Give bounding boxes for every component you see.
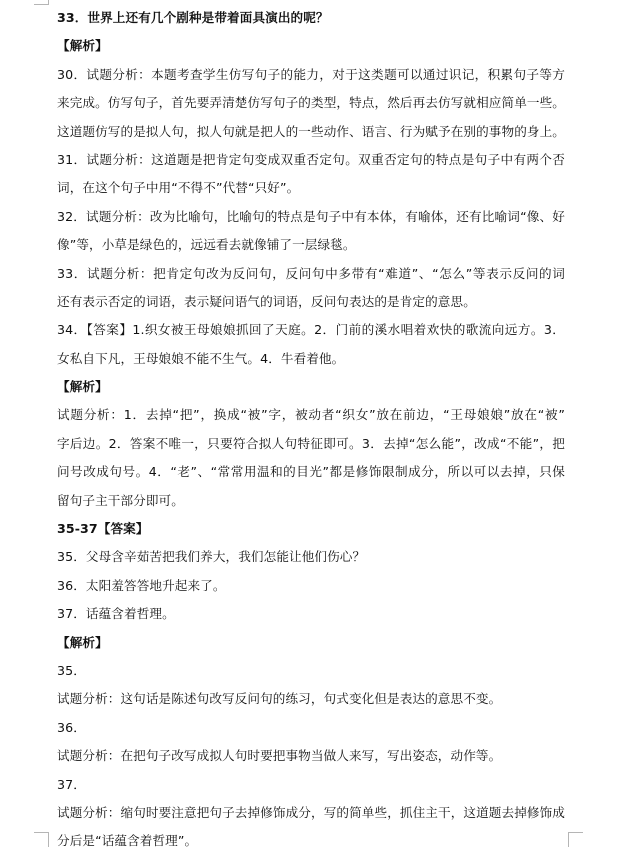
document-line: 问号改成句号。4．“老”、“常常用温和的目光”都是修饰限制成分，所以可以去掉，只保 [57,464,565,480]
document-line: 【解析】 [57,634,108,650]
document-line: 试题分析：1．去掉“把”，换成“被”字，被动者“织女”放在前边，“王母娘娘”放在“被” [57,407,565,423]
document-line: 来完成。仿写句子，首先要弄清楚仿写句子的类型，特点，然后再去仿写就相应简单一些。 [57,95,565,111]
page-corner-mark-bottom-left [34,832,49,847]
document-line: 36． [57,719,86,735]
document-line: 试题分析：这句话是陈述句改写反问句的练习，句式变化但是表达的意思不变。 [57,691,502,707]
document-body [57,4,565,856]
document-line: 试题分析：缩句时要注意把句子去掉修饰成分，写的简单些，抓住主干，这道题去掉修饰成 [57,804,565,820]
document-line: 37．话蕴含着哲理。 [57,606,175,622]
document-line: 30．试题分析：本题考查学生仿写句子的能力，对于这类题可以通过识记，积累句子等方 [57,66,565,82]
document-line: 32．试题分析：改为比喻句，比喻句的特点是句子中有本体，有喻体，还有比喻词“像、好 [57,208,565,224]
document-line: 36．太阳羞答答地升起来了。 [57,577,226,593]
document-line: 31．试题分析：这道题是把肯定句变成双重否定句。双重否定句的特点是句子中有两个否 [57,151,565,167]
document-line: 词，在这个句子中用“不得不”代替“只好”。 [57,180,300,196]
document-line: 字后边。2．答案不唯一，只要符合拟人句特征即可。3．去掉“怎么能”，改成“不能”，把 [57,435,565,451]
document-line: 女私自下凡，王母娘娘不能不生气。4．牛看着他。 [57,350,345,366]
document-line: 还有表示否定的词语，表示疑问语气的词语，反问句表达的是肯定的意思。 [57,293,476,309]
document-line: 33．试题分析：把肯定句改为反问句，反问句中多带有“难道”、“怎么”等表示反问的词 [57,265,565,281]
document-line: 留句子主干部分即可。 [57,492,184,508]
document-line: 35-37【答案】 [57,521,149,537]
document-line: 这道题仿写的是拟人句，拟人句就是把人的一些动作、语言、行为赋予在别的事物的身上。 [57,123,565,139]
document-line: 33．世界上还有几个剧种是带着面具演出的呢？ [57,10,329,25]
document-line: 【解析】 [57,38,108,54]
document-line: 【解析】 [57,379,108,395]
document-line: 34．【答案】1.织女被王母娘娘抓回了天庭。2．门前的溪水唱着欢快的歌流向远方。3． [57,322,565,338]
page-corner-mark-bottom-right [568,832,583,847]
document-line: 像”等，小草是绿色的，远远看去就像铺了一层绿毯。 [57,237,356,253]
page-corner-mark-top-left [34,0,49,5]
document-line: 试题分析：在把句子改写成拟人句时要把事物当做人来写，写出姿态，动作等。 [57,748,502,764]
document-line: 37． [57,776,86,792]
document-line: 分后是“话蕴含着哲理”。 [57,833,198,849]
document-line: 35．父母含辛茹苦把我们养大，我们怎能让他们伤心？ [57,549,366,565]
document-line: 35． [57,662,86,678]
